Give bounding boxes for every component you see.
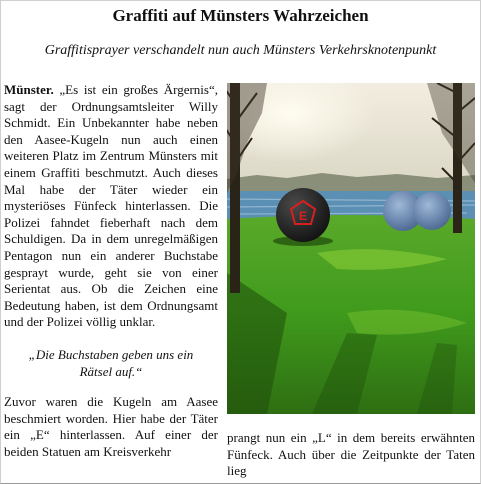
article-column-left [4,82,218,460]
article-column-right [227,430,475,480]
dateline: Münster. [4,82,54,97]
article-photo [227,83,475,414]
aasee-spheres-photo [227,83,475,414]
body-text-left: „Es ist ein großes Ärgernis“, sagt der Ordnungsamtsleiter Willy Schmidt. Ein Unbekannter habe neben den Aasee-Kugeln nun auch einen weiteren Platz im Zentrum Münsters mit einem Graffiti beschmutzt. Auch dieses Mal habe der Täter wieder ein mysteriöses Fünfeck hinterlassen. Die Polizei fahndet fieberhaft nach dem Schuldigen. Da in dem unregelmäßigen Pentagon nun ein anderer Buchstabe gesprayt wurde, geht sie von einer Serientat aus. Ob die Zeichen eine Bedeutung haben, ist dem Ordnungsamt und der Polizei völlig unklar. [4,82,218,330]
aasee-sphere-background-right [413,192,451,230]
headline: Graffiti auf Münsters Wahrzeichen [112,6,369,25]
graffiti-letter: E [298,209,308,223]
pull-quote: „Die Buchstaben geben uns ein Rätsel auf.“ [28,346,194,379]
body-text-left-bottom: Zuvor waren die Kugeln am Aasee beschmiert worden. Hier habe der Täter ein „E“ hinterlassen. Auf einer der beiden Statuen am Kreisverkehr [4,394,218,459]
article-paragraph-1 [4,82,218,331]
subheadline: Graffitisprayer verschandelt nun auch Münsters Verkehrsknotenpunkt [44,43,437,58]
body-text-right-bottom: prangt nun ein „L“ in dem bereits erwähnten Fünfeck. Auch über die Zeitpunkte der Taten lieg [227,430,475,479]
